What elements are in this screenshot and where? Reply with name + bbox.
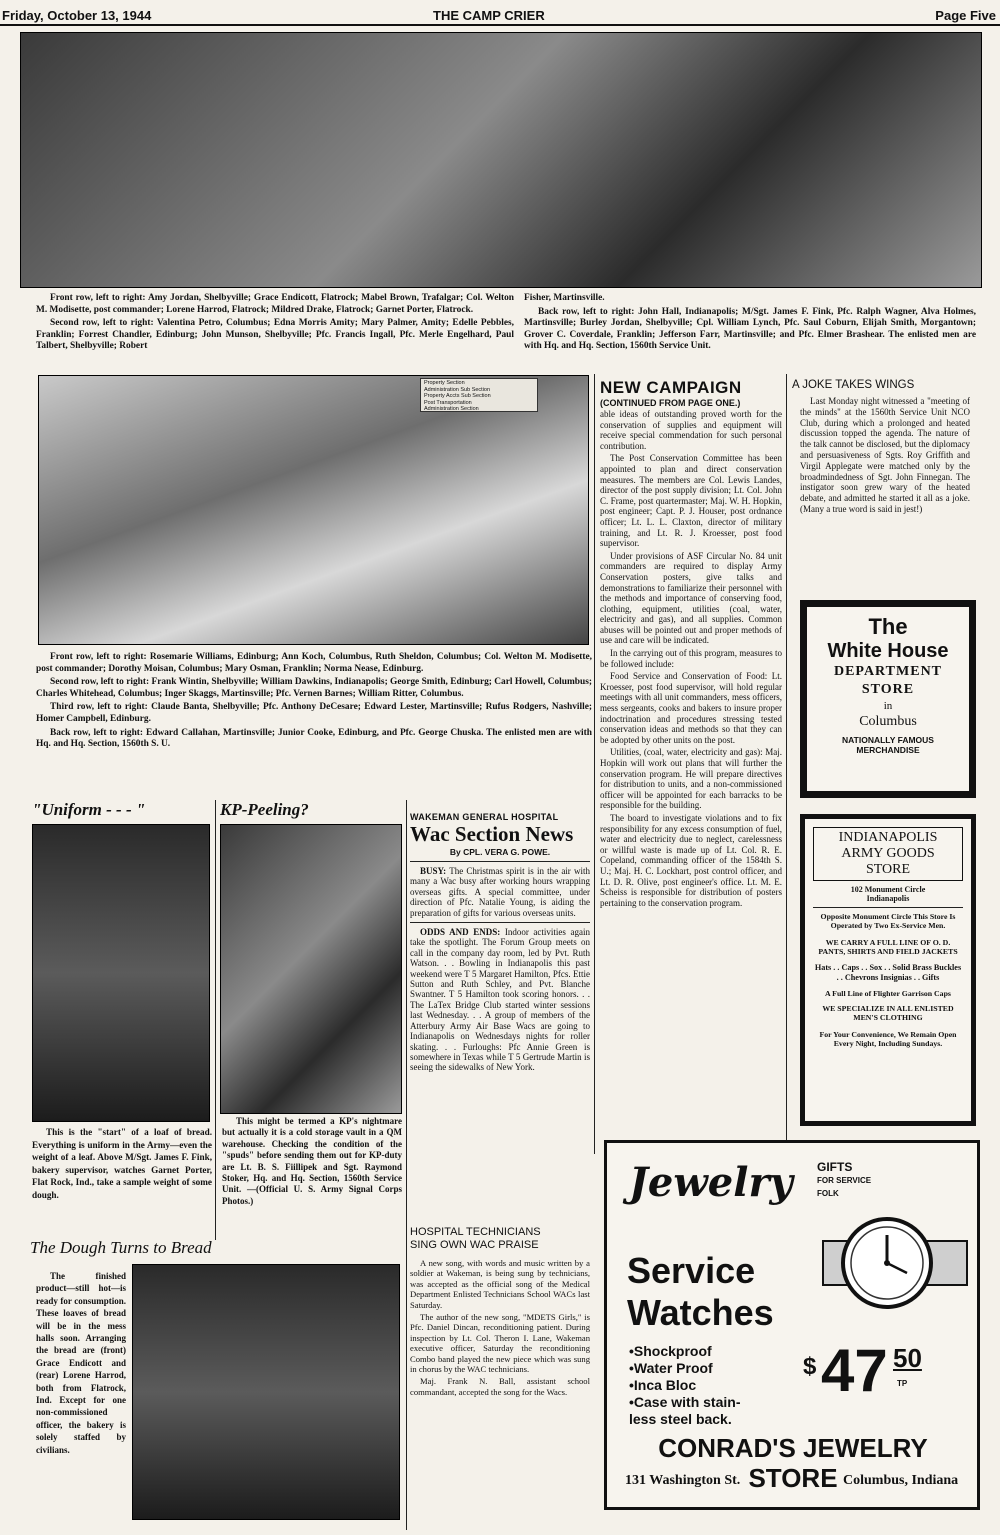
- ad-text: Hats . . Caps . . Sox . . Solid Brass Buckles . . Chevrons Insignias . . Gifts: [814, 962, 962, 982]
- ad-headline: Service: [627, 1250, 756, 1291]
- paragraph: Last Monday night witnessed a "meeting of the minds" at the 1560th Service Unit NCO Club, during which a prolonged and heated discussion topped the agenda. The nature of the talk cannot be disclosed, but the diplomacy and persuasiveness of Sgts. Roy Griffith and Virgil Applegate were matched only by the broadmindedness of Sgt. John Finnegan. The instigator soon grew wary of the heated debate, and admitted he started it all as a joke. (Many a true word is said in jest!): [800, 396, 970, 514]
- sign-line: Administration Section: [424, 406, 479, 413]
- white-house-ad: [800, 600, 976, 798]
- paragraph: Under provisions of ASF Circular No. 84 unit commanders are required to display Army Conservation posters, give talks and demonstrations to familiarize their personnel with the methods and importance of conserving food, clothing, equipment, utilities (coal, water, electricity and gas), and all supplies. Common abuses will be pointed out and proper methods of use and care will be indicated.: [600, 550, 782, 646]
- ad-headline: Watches: [627, 1292, 774, 1333]
- headline: HOSPITAL TECHNICIANS: [410, 1226, 541, 1238]
- paragraph: The board to investigate violations and to fix responsibility for any excess consumption of fuel, water and electricity due to neglect, carelessness or willful waste is made up of Lt. Col. R. E. Copeland, commanding officer of the 1584th S. U.; Maj. H. C. Lockhart, post control officer, and Lt. D. R. Olive, post engineer's office. Lt. M. E. Scheiss is responsible for distribution of posters pertaining to the conservation program.: [600, 812, 782, 908]
- caption-back-row: Back row, left to right: Edward Callahan, Martinsville; Junior Cooke, Edinburg, and Pfc. George Chuska. The enlisted men are with Hq. and Hq. Section, 1560th S. U.: [36, 727, 592, 750]
- column-rule: [594, 374, 595, 1154]
- ad-line: in: [883, 700, 893, 712]
- column-rule: [215, 800, 216, 1240]
- ad-address: 102 Monument Circle: [850, 885, 926, 894]
- group-photo-middle: [38, 375, 589, 645]
- paper-title: THE CAMP CRIER: [433, 8, 545, 23]
- caption-front-row: Front row, left to right: Amy Jordan, Shelbyville; Grace Endicott, Flatrock; Mabel Brown, Trafalgar; Col. Welton M. Modisette, post commander; Lorene Harrod, Flatrock; Mildred Drake, Flatrock; Garnet Porter, Flatrock.: [36, 293, 514, 315]
- caption-back-row: Back row, left to right: John Hall, Indianapolis; M/Sgt. James F. Fink, Pfc. Ralph Wagner, Alva Holmes, Martinsville; Burley Jordan, Shelbyville; Cpl. William Lynch, Pfc. Saul Coburn, Elijah Smith, Morgantown; Grover C. Coverdale, Franklin; Jefferson Farr, Martinsville; and Pfc. Elmer Brashear. The enlisted men are with Hq. and Hq. Section, 1560th Service Unit.: [524, 306, 976, 352]
- new-campaign-article: [600, 378, 782, 1154]
- sign-line: Property Accts Sub Section: [424, 393, 491, 400]
- kp-title: KP-Peeling?: [220, 800, 309, 819]
- caption-second-row: Second row, left to right: Frank Wintin, Shelbyville; William Dawkins, Indianapolis; George Smith, Edinburg; Carl Howell, Columbus; Charles Whitehead, Columbus; Inger Skaggs, Martinsville; Pfc. Vernen Barnes; William Ritter, Columbus.: [36, 677, 592, 699]
- caption-text: The finished product—still hot—is ready for consumption. These loaves of bread will be in the mess halls soon. Arranging the bread are (front) Grace Endicott and (rear) Lorene Harrod, both from Flatrock, Ind. Except for one non-commissioned officer, the bakery is solely staffed by civilians.: [36, 1271, 126, 1455]
- ad-feature: •Case with stain-: [629, 1394, 741, 1410]
- office-sign: [420, 378, 538, 412]
- sign-line: Post Transportation: [424, 399, 472, 406]
- ad-feature: less steel back.: [629, 1411, 732, 1427]
- wac-news-article: [410, 812, 590, 1208]
- paragraph: The author of the new song, "MDETS Girls," is Pfc. Daniel Dincan, reconditioning patient. During inspection by Lt. Col. Theron I. Lane, Wakeman executive officer, Saturday the reconditioning Combo band played the new piece which was sung in chorus by the WAC technicians.: [410, 1312, 590, 1375]
- dough-title: The Dough Turns to Bread: [30, 1238, 212, 1257]
- paragraph: The Post Conservation Committee has been appointed to plan and direct conservation measures. The members are Col. Lewis Landes, director of the post supply division; Lt. Col. John C. Frame, post quartermaster; Maj. W. H. Hopkin, post engineer; Capt. P. J. Houser, post ordnance officer; Lt. L. L. Claxton, director of military training, and Lt. R. J. Kroesser, post food supervisor.: [600, 453, 782, 549]
- sign-line: Property Section: [424, 380, 465, 386]
- ad-text: Opposite Monument Circle This Store Is Operated by Two Ex-Service Men.: [820, 912, 956, 931]
- ad-feature: •Inca Bloc: [629, 1377, 697, 1393]
- paragraph: The Christmas spirit is in the air with many a Wac busy after working hours wrapping overseas gifts. A special committee, under direction of Pfc. Natalie Young, is aiding the preparation of gifts for various overseas units.: [410, 866, 590, 918]
- uniform-caption: [32, 1126, 212, 1236]
- ad-feature: •Shockproof: [629, 1343, 712, 1359]
- ad-tagline: NATIONALLY FAMOUS: [842, 735, 934, 745]
- ad-city: Columbus: [859, 714, 917, 729]
- ad-text: WE CARRY A FULL LINE OF O. D. PANTS, SHIRTS AND FIELD JACKETS: [818, 937, 958, 957]
- caption-text: This is the "start" of a loaf of bread. Everything is uniform in the Army—even the weight of a leaf. Above M/Sgt. James F. Fink, bakery supervisor, watches Garnet Porter, Flat Rock, Ind., take a sample weight of some dough.: [32, 1127, 212, 1200]
- headline: A JOKE TAKES WINGS: [792, 379, 915, 391]
- price-tax: TP: [897, 1379, 908, 1388]
- group-photo-top: [20, 32, 982, 288]
- price-cents: 50: [893, 1343, 922, 1373]
- ad-address: Indianapolis: [866, 894, 910, 903]
- ad-address: 131 Washington St.: [625, 1473, 741, 1488]
- paragraph: able ideas of outstanding proved worth for the conservation of supplies and equipment will receive special commendation for such personal contribution.: [600, 409, 782, 451]
- price-dollar-sign: $: [803, 1353, 817, 1380]
- wristwatch-icon: [803, 1193, 971, 1333]
- ad-line: DEPARTMENT: [833, 664, 943, 679]
- ad-text: A Full Line of Flighter Garrison Caps: [825, 988, 951, 998]
- caption-text: This might be termed a KP's nightmare but actually it is a cold storage vault in a QM warehouse. Checking the condition of the "spuds" before sending them out for KP-duty are Lt. B. S. Fiillipek and Sgt. Raymond Stoker, Hq. and Hq. Section, 1560th Service Unit. —(Official U. S. Army Signal Corps Photos.): [222, 1116, 402, 1206]
- sign-line: Administration Sub Section: [424, 386, 491, 393]
- caption-second-row: Second row, left to right: Valentina Petro, Columbus; Edna Morris Amity; Mary Palmer, Amity; Edelle Pebbles, Franklin; Forrest Chandler, Edinburg; John Munson, Shelbyville; Pfc. Francis Ingall, Pfc. Merle Engelhard, Paul Talbert, Shelbyville; Robert: [36, 318, 514, 352]
- continued-note: (CONTINUED FROM PAGE ONE.): [600, 398, 741, 408]
- ad-tagline: MERCHANDISE: [856, 745, 920, 755]
- ad-script-title: Jewelry: [629, 1159, 793, 1206]
- lead-in: ODDS AND ENDS:: [420, 927, 501, 938]
- ad-price: [803, 1339, 963, 1419]
- ad-line: STORE: [861, 682, 915, 697]
- paragraph: In the carrying out of this program, measures to be followed include:: [600, 648, 782, 669]
- headline: Wac Section News: [410, 822, 574, 846]
- paragraph: Food Service and Conservation of Food: Lt. Kroesser, post food supervisor, will hold regular meetings with all unit commanders, mess officers, mess sergeants, cooks and bakers to insure proper indoctrination and procedures stressing tested conservation ideas and methods so that they can be adopted by other units on the post.: [600, 671, 782, 745]
- ad-gifts: FOLK: [817, 1189, 839, 1198]
- column-rule: [786, 374, 787, 1154]
- lead-in: BUSY:: [420, 866, 447, 876]
- ad-text: WE SPECIALIZE IN ALL ENLISTED MEN'S CLOTHING: [822, 1004, 954, 1023]
- byline: By CPL. VERA G. POWE.: [449, 847, 551, 857]
- kp-photo: [220, 824, 402, 1114]
- ad-store-name: INDIANAPOLIS: [838, 830, 938, 845]
- ad-store-name: STORE: [865, 862, 911, 877]
- kp-caption: [222, 1116, 402, 1240]
- kicker: WAKEMAN GENERAL HOSPITAL: [410, 812, 559, 822]
- top-photo-caption-right: [524, 293, 976, 363]
- dough-caption: [36, 1270, 126, 1510]
- ad-text: For Your Convenience, We Remain Open Every Night, Including Sundays.: [819, 1029, 957, 1049]
- ad-feature: •Water Proof: [629, 1360, 713, 1376]
- ad-gifts: GIFTS: [817, 1160, 853, 1174]
- ad-store-name: ARMY GOODS: [841, 846, 935, 861]
- paragraph: A new song, with words and music written by a soldier at Wakeman, is being sung by technicians, was accepted as the official song of the Medical Department Enlisted Technicians School WACs last Saturday.: [410, 1258, 590, 1310]
- caption-continued: Fisher, Martinsville.: [524, 293, 605, 303]
- joke-article: [792, 378, 978, 598]
- caption-front-row: Front row, left to right: Rosemarie Williams, Edinburg; Ann Koch, Columbus, Ruth Sheldon, Columbus; Col. Welton M. Modisette, post commander; Dorothy Moisan, Columbus; Mary Osman, Franklin; Norma Nease, Edinburg.: [36, 652, 592, 674]
- uniform-photo: [32, 824, 210, 1122]
- paragraph: Utilities, (coal, water, electricity and gas): Maj. Hopkin will work out plans that will further the conservation program. He will prepare directives for distribution to units, and a non-commissioned officer will be appointed for each barracks to be responsible for the building.: [600, 747, 782, 811]
- ad-line: The: [868, 614, 908, 639]
- ad-store-name: White House: [827, 640, 949, 662]
- ad-store-name: CONRAD'S JEWELRY STORE: [658, 1433, 928, 1493]
- paragraph: Indoor activities again take the spotlight. The Forum Group meets on call in the company day room, led by Pvt. Ruth Watson. . . Bowling in Indianapolis this past weekend were T 5 Margaret Hamilton, Pfcs. Ettie Sutton and Ruth Schley, and Pvt. Blanche Swantner. T 5 Hamilton took scoring honors. . . The LaTex Bridge Club started winter sessions last Wednesday. . . A group of members of the Atterbury Army Air Base Wacs are going to Indianapolis on Wednesdays nights for roller skating. . . Furloughs: Pfc Annie Green is somewhere in Texas while T 5 Gertrude Martin is seeing the sidewalks of New York.: [410, 927, 591, 1073]
- ad-city: Columbus, Indiana: [843, 1473, 959, 1488]
- uniform-title: "Uniform - - - ": [32, 800, 146, 819]
- army-goods-ad: [800, 814, 976, 1126]
- technicians-article: [410, 1226, 590, 1530]
- jewelry-ad: [604, 1140, 980, 1510]
- masthead: [0, 4, 1000, 26]
- ad-gifts: FOR SERVICE: [817, 1176, 872, 1185]
- top-photo-caption-left: [36, 293, 514, 363]
- middle-photo-caption: [36, 652, 592, 812]
- dough-photo: [132, 1264, 400, 1520]
- column-rule: [406, 800, 407, 1530]
- headline: SING OWN WAC PRAISE: [410, 1239, 539, 1251]
- issue-date: Friday, October 13, 1944: [2, 8, 152, 23]
- page-number: Page Five: [935, 8, 996, 23]
- headline: NEW CAMPAIGN: [600, 378, 742, 397]
- price-dollars: 47: [821, 1337, 888, 1404]
- caption-third-row: Third row, left to right: Claude Banta, Shelbyville; Pfc. Anthony DeCesare; Edward Lester, Martinsville; Rufus Rodgers, Nashville; Homer Campbell, Edinburg.: [36, 702, 592, 724]
- paragraph: Maj. Frank N. Ball, assistant school commandant, accepted the song for the Wacs.: [410, 1376, 590, 1397]
